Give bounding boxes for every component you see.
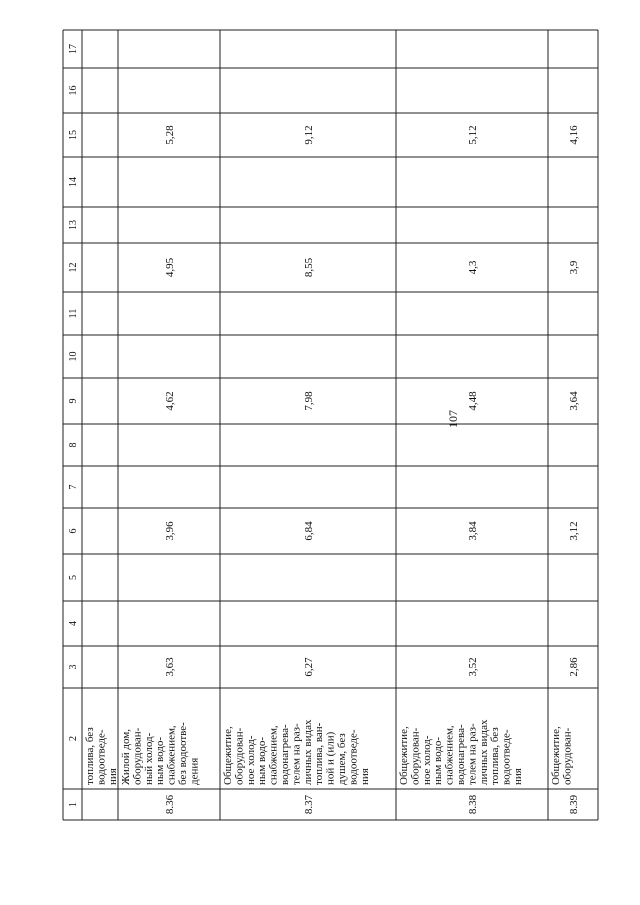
column-header-11: 11 bbox=[68, 308, 79, 319]
row-description-line: ной и (или) bbox=[324, 731, 337, 785]
row-description-line: Общежитие, bbox=[550, 726, 562, 785]
column-header-10: 10 bbox=[68, 351, 79, 362]
row-description-line: ное холод- bbox=[244, 735, 257, 785]
column-header-2: 2 bbox=[68, 736, 79, 741]
row-description-line: личных видах bbox=[301, 719, 314, 785]
page-number: 107 bbox=[446, 410, 460, 428]
value-col-15: 5,12 bbox=[467, 125, 479, 145]
column-header-1: 1 bbox=[68, 802, 79, 807]
table-header-row bbox=[68, 44, 79, 807]
row-description-line: телем на раз- bbox=[466, 723, 479, 785]
column-header-6: 6 bbox=[68, 528, 79, 534]
column-header-14: 14 bbox=[68, 177, 79, 187]
column-header-9: 9 bbox=[68, 398, 79, 404]
row-number: 8.39 bbox=[568, 794, 580, 815]
row-description-line: ным водо- bbox=[432, 736, 445, 785]
column-header-17: 17 bbox=[68, 44, 79, 54]
row-description-line: водоотведе- bbox=[95, 729, 108, 785]
row-description-line: ным водо- bbox=[256, 736, 269, 785]
table-row bbox=[222, 125, 371, 814]
row-description-line: оборудован- bbox=[561, 727, 574, 785]
column-header-4: 4 bbox=[68, 621, 79, 626]
value-col-12: 3,9 bbox=[568, 260, 580, 275]
table-grid bbox=[63, 30, 598, 820]
row-description-line: ный холод- bbox=[142, 732, 155, 785]
value-col-3: 3,52 bbox=[467, 657, 479, 677]
value-col-9: 7,98 bbox=[303, 391, 315, 411]
row-description-line: оборудован- bbox=[233, 727, 246, 785]
column-header-12: 12 bbox=[68, 262, 79, 273]
column-header-8: 8 bbox=[68, 442, 79, 448]
row-description-line: топлива, без bbox=[489, 727, 502, 785]
value-col-6: 3,12 bbox=[568, 521, 580, 541]
row-description-line: личных видах bbox=[477, 719, 490, 785]
row-description-line: ния bbox=[106, 768, 119, 785]
row-description-line: ное холод- bbox=[420, 735, 433, 785]
row-description-line: телем на раз- bbox=[290, 723, 303, 785]
column-header-15: 15 bbox=[68, 130, 79, 140]
row-description-line: ным водо- bbox=[154, 736, 167, 785]
column-header-16: 16 bbox=[68, 85, 79, 96]
value-col-3: 6,27 bbox=[303, 657, 315, 677]
value-col-12: 8,55 bbox=[303, 257, 315, 278]
row-description-line: топлива, без bbox=[84, 727, 96, 785]
row-description-line: ния bbox=[358, 768, 371, 785]
row-description-line: Общежитие, bbox=[222, 726, 234, 785]
value-col-15: 9,12 bbox=[303, 125, 315, 145]
value-col-6: 3,84 bbox=[467, 521, 479, 541]
row-description-line: Общежитие, bbox=[398, 726, 410, 785]
row-description-line: топлива, ван- bbox=[313, 722, 326, 785]
row-number: 8.38 bbox=[467, 794, 479, 815]
row-description-line: душем, без bbox=[336, 733, 348, 785]
row-number: 8.37 bbox=[303, 794, 315, 815]
column-header-7: 7 bbox=[68, 484, 79, 490]
table-row bbox=[398, 125, 524, 814]
row-description-line: без водоотве- bbox=[177, 722, 189, 785]
value-col-15: 4,16 bbox=[568, 125, 580, 145]
row-description-line: Жилой дом, bbox=[120, 729, 132, 785]
value-col-6: 6,84 bbox=[303, 521, 315, 541]
column-header-5: 5 bbox=[68, 575, 79, 580]
value-col-12: 4,3 bbox=[467, 260, 479, 275]
row-description-line: дения bbox=[188, 757, 201, 785]
value-col-9: 4,62 bbox=[164, 391, 176, 411]
value-col-12: 4,95 bbox=[164, 257, 176, 278]
row-description-line: оборудован- bbox=[409, 727, 422, 785]
table-row bbox=[550, 125, 580, 814]
row-number: 8.36 bbox=[164, 794, 176, 815]
value-col-3: 3,63 bbox=[164, 657, 176, 677]
row-description-line: снабжением, bbox=[165, 725, 178, 785]
table-row bbox=[120, 125, 200, 814]
table-body bbox=[84, 125, 580, 814]
value-col-15: 5,28 bbox=[164, 125, 176, 145]
row-description-line: водоотведе- bbox=[347, 729, 360, 785]
table-row bbox=[84, 727, 119, 785]
row-description-line: оборудован- bbox=[131, 727, 144, 785]
row-description-line: водоотведе- bbox=[500, 729, 513, 785]
row-description-line: водонагрева- bbox=[279, 724, 291, 785]
row-description-line: снабжением, bbox=[267, 725, 280, 785]
column-header-3: 3 bbox=[68, 664, 79, 670]
value-col-3: 2,86 bbox=[568, 657, 580, 677]
value-col-9: 4,48 bbox=[467, 391, 479, 411]
column-header-13: 13 bbox=[68, 220, 79, 230]
row-description-line: снабжением, bbox=[443, 725, 456, 785]
row-description-line: ния bbox=[512, 768, 524, 785]
value-col-6: 3,96 bbox=[164, 521, 176, 541]
row-description-line: водонагрева- bbox=[455, 724, 467, 785]
value-col-9: 3,64 bbox=[568, 391, 580, 411]
